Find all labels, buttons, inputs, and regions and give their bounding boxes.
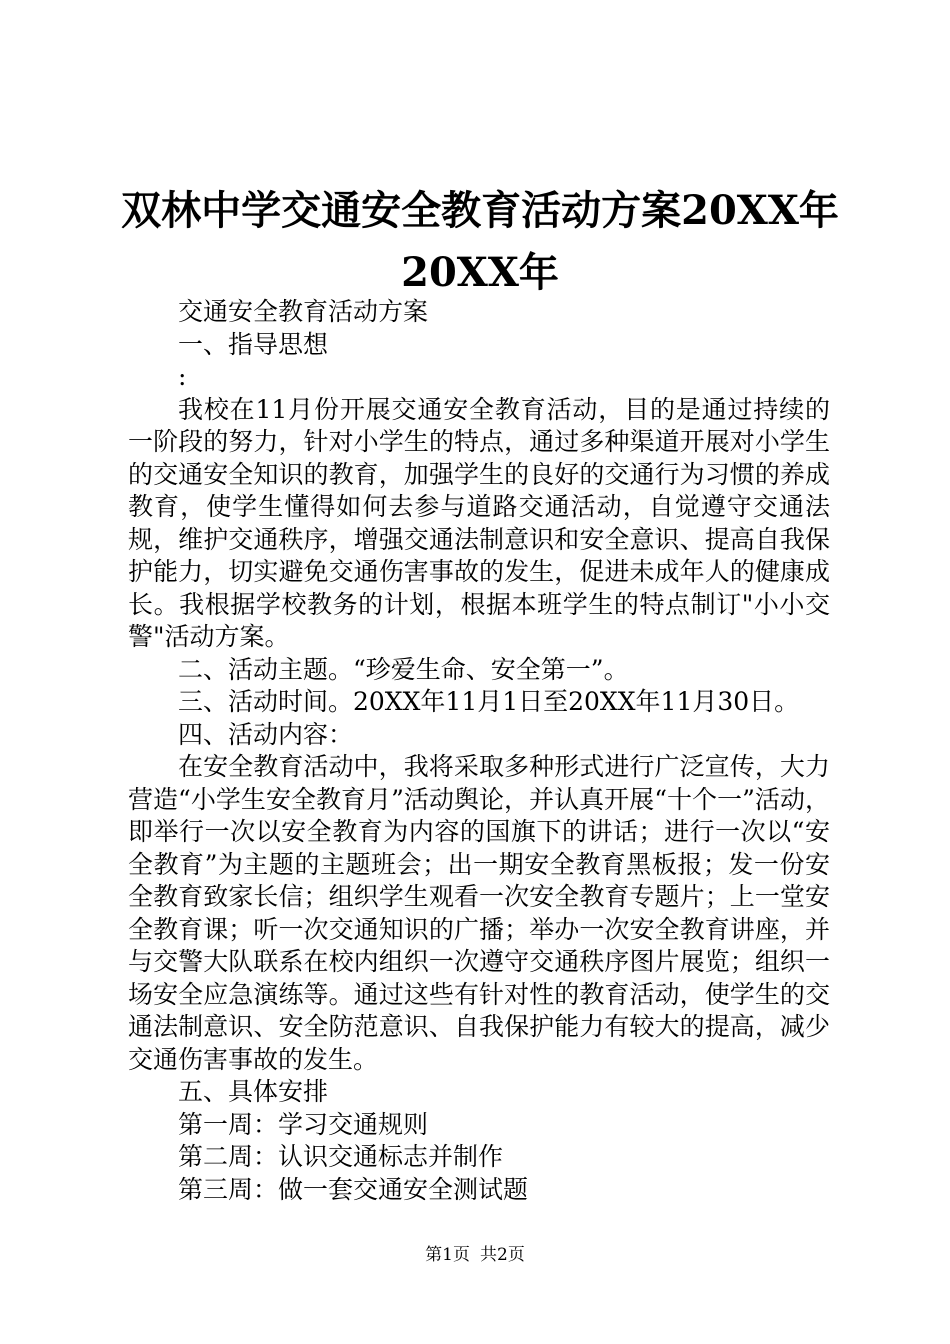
section-heading-theme: 二、活动主题。“珍爱生命、安全第一”。 [178, 654, 629, 684]
section-heading-guiding-ideology: 一、指导思想 [178, 329, 329, 359]
paragraph-activity-content: 在安全教育活动中，我将采取多种形式进行广泛宣传，大力营造“小学生安全教育月”活动舆论，并认真开展“十个一”活动，即举行一次以安全教育为内容的国旗下的讲话；进行一次以“安全教育”为主题的主题班会；出一期安全教育黑板报；发一份安全教育致家长信；组织学生观看一次安全教育专题片；上一堂安全教育课；听一次交通知识的广播；举办一次安全教育讲座，并与交警大队联系在校内组织一次遵守交通秩序图片展览；组织一场安全应急演练等。通过这些有针对性的教育活动，使学生的交通法制意识、安全防范意识、自我保护能力有较大的提高，减少交通伤害事故的发生。 [128, 752, 830, 1074]
schedule-week-3: 第三周：做一套交通安全测试题 [178, 1174, 529, 1204]
document-subtitle: 交通安全教育活动方案 [178, 297, 429, 326]
page-footer [0, 1243, 950, 1267]
section-heading-time: 三、活动时间。20XX年11月1日至20XX年11月30日。 [178, 687, 800, 716]
section-heading-schedule: 五、具体安排 [178, 1077, 329, 1106]
schedule-week-1: 第一周：学习交通规则 [178, 1109, 429, 1139]
document-body [128, 296, 830, 1206]
schedule-week-2: 第二周：认识交通标志并制作 [178, 1142, 504, 1171]
section-heading-content: 四、活动内容： [178, 719, 354, 749]
page-number-total: 共2页 [480, 1245, 525, 1265]
colon-line: : [178, 362, 187, 391]
paragraph-guiding-ideology: 我校在11月份开展交通安全教育活动，目的是通过持续的一阶段的努力，针对小学生的特点，通过多种渠道开展对小学生的交通安全知识的教育，加强学生的良好的交通行为习惯的养成教育，使学生懂得如何去参与道路交通活动，自觉遵守交通法规，维护交通秩序，增强交通法制意识和安全意识、提高自我保护能力，切实避免交通伤害事故的发生，促进未成年人的健康成长。我根据学校教务的计划，根据本班学生的特点制订"小小交警"活动方案。 [128, 394, 830, 651]
document-title: 双林中学交通安全教育活动方案20XX年20XX年 [121, 187, 839, 296]
page-number-current: 第1页 [425, 1245, 470, 1265]
